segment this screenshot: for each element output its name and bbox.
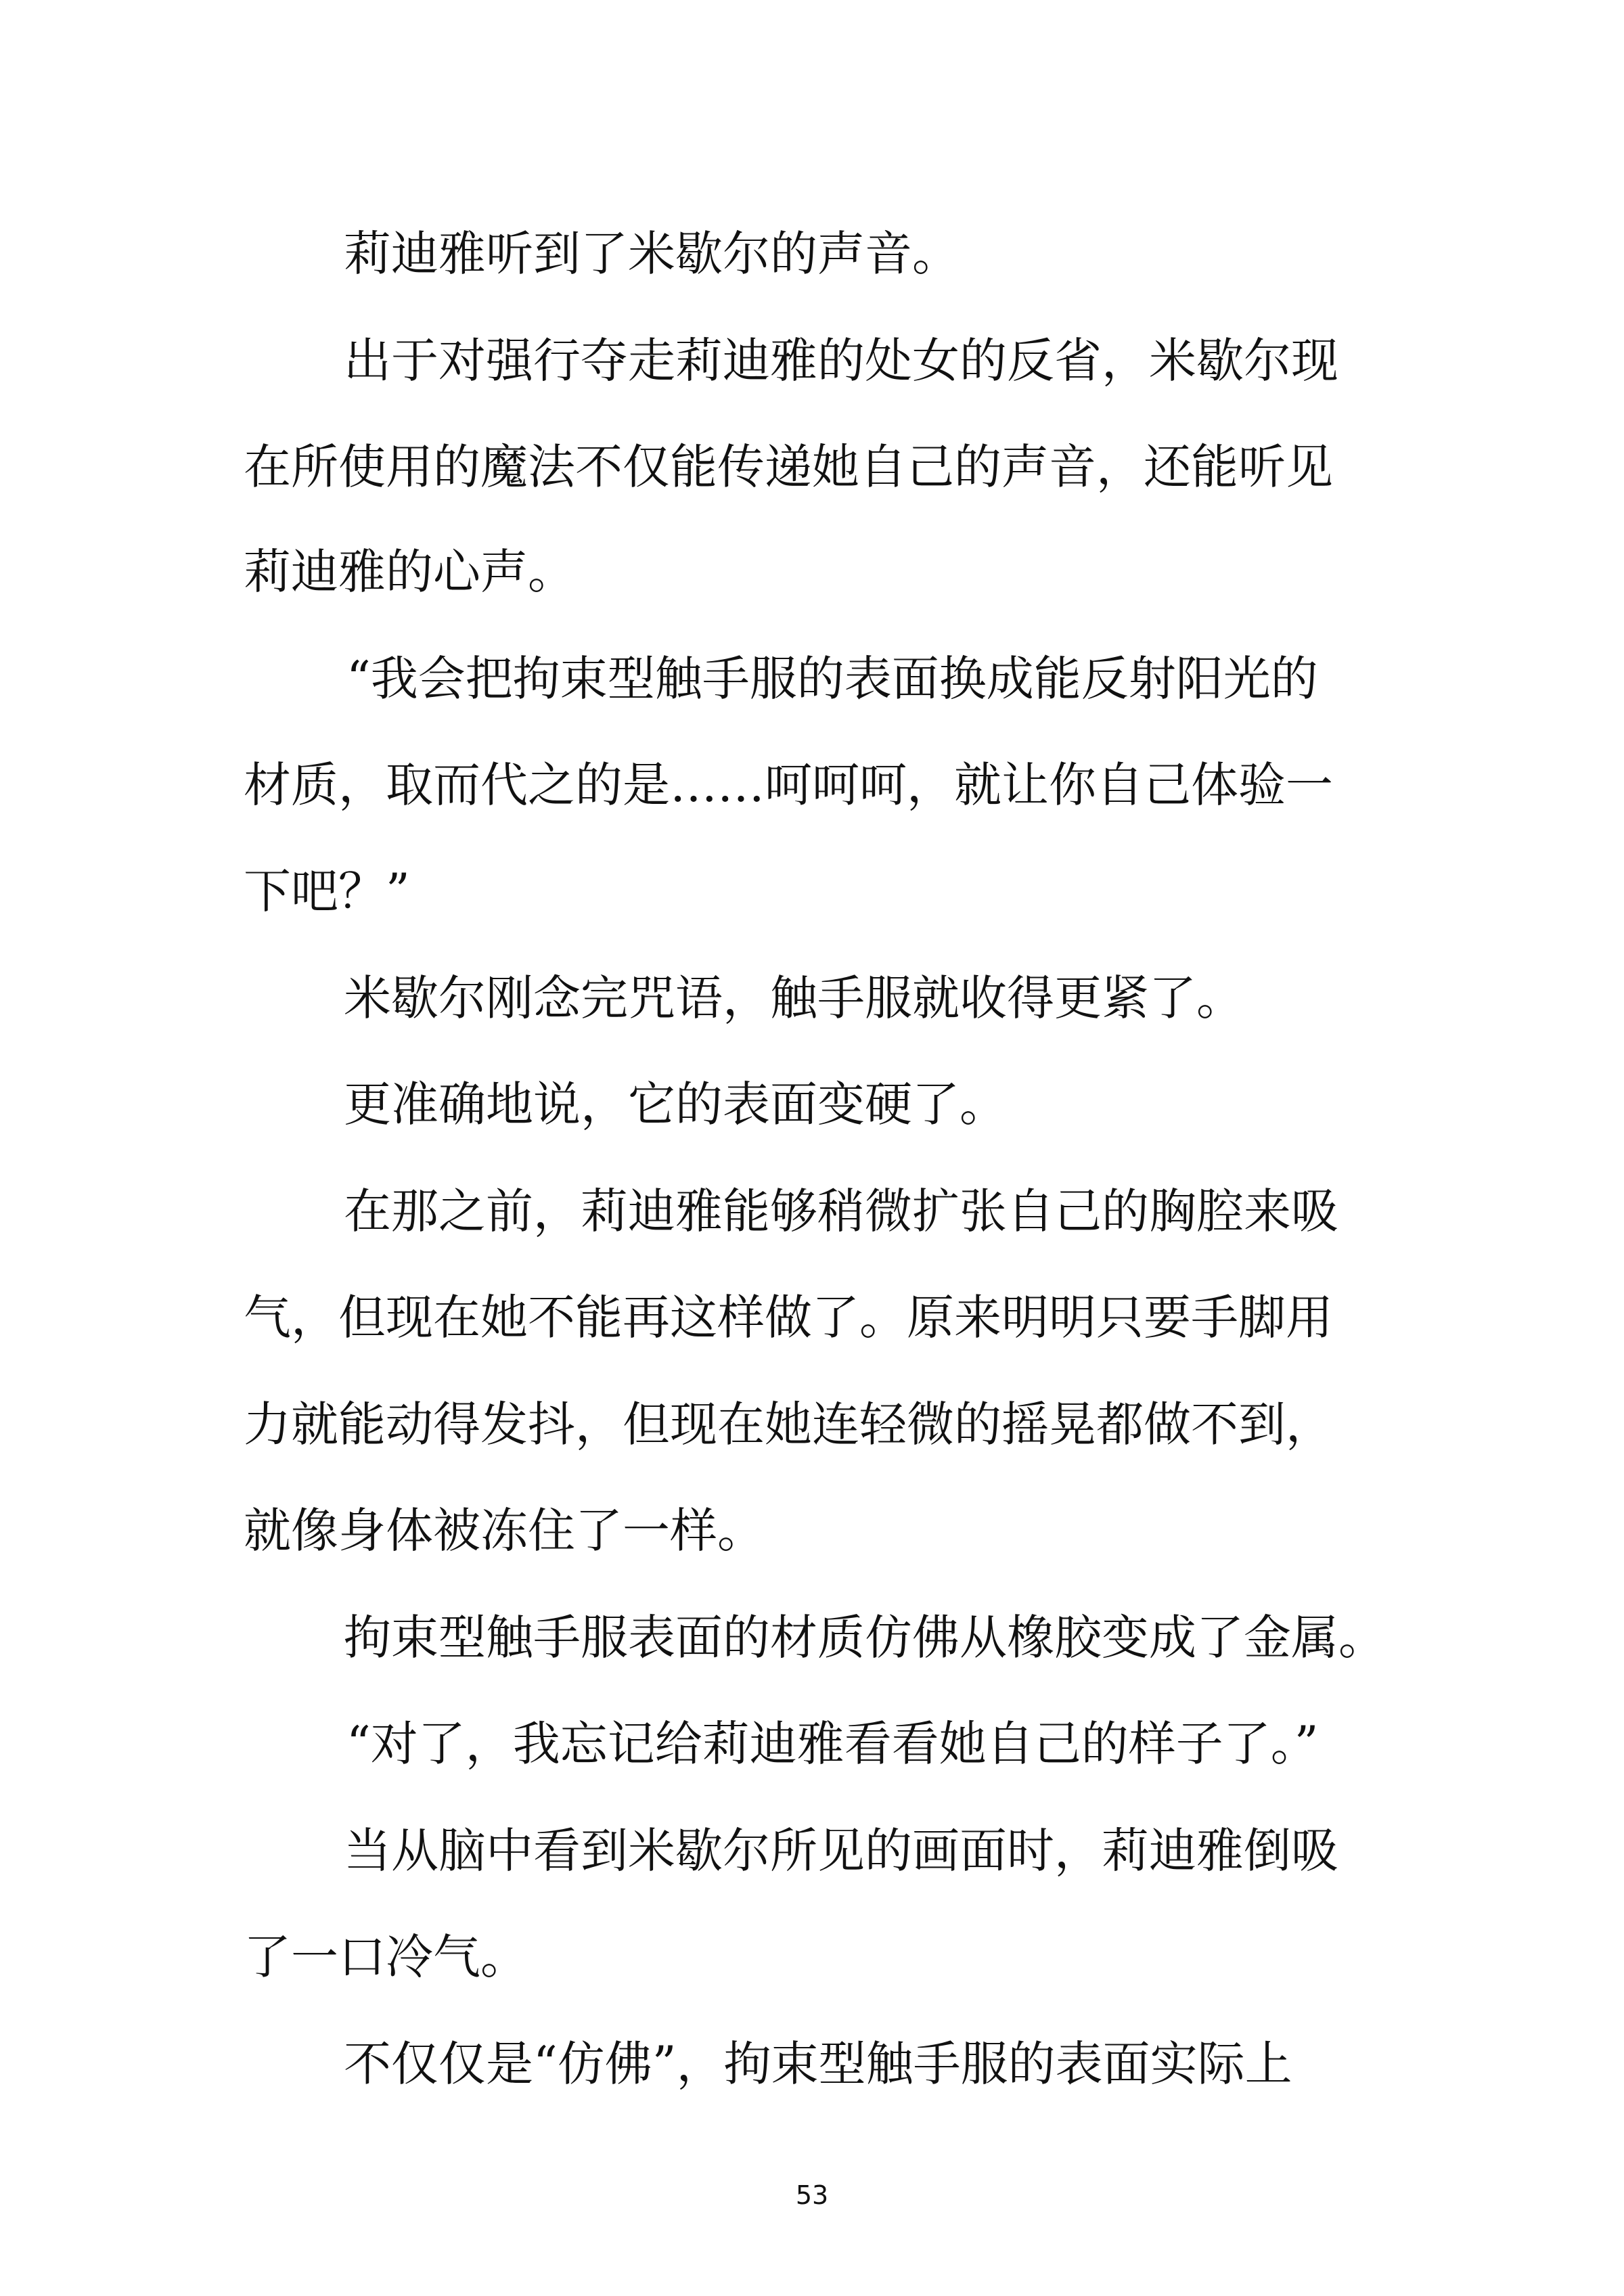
text-line: 就像身体被冻住了一样。: [244, 1503, 765, 1558]
text-line: 材质，取而代之的是……呵呵呵，就让你自己体验一: [244, 757, 1333, 813]
text-line: “我会把拘束型触手服的表面换成能反射阳光的: [346, 651, 1318, 706]
text-line: 米歇尔刚念完咒语，触手服就收得更紧了。: [344, 970, 1244, 1026]
text-line: 当从脑中看到米歇尔所见的画面时，莉迪雅倒吸: [344, 1823, 1338, 1878]
text-line: 气，但现在她不能再这样做了。原来明明只要手脚用: [244, 1290, 1333, 1345]
text-line: 下吧？”: [244, 863, 410, 919]
text-line: 不仅仅是“仿佛”，拘束型触手服的表面实际上: [344, 2036, 1292, 2092]
text-line: 出于对强行夺走莉迪雅的处女的反省，米歇尔现: [344, 333, 1338, 388]
text-line: 在所使用的魔法不仅能传递她自己的声音，还能听见: [244, 439, 1333, 495]
text-line: 在那之前，莉迪雅能够稍微扩张自己的胸腔来吸: [344, 1184, 1338, 1239]
text-line: 更准确地说，它的表面变硬了。: [344, 1077, 1007, 1132]
text-line: “对了，我忘记给莉迪雅看看她自己的样子了。”: [346, 1716, 1319, 1772]
text-line: 莉迪雅的心声。: [244, 544, 575, 600]
page-number: 53: [795, 2180, 829, 2210]
text-line: 拘束型触手服表面的材质仿佛从橡胶变成了金属。: [344, 1610, 1386, 1665]
text-line: 了一口冷气。: [244, 1929, 528, 1985]
text-line: 莉迪雅听到了米歇尔的声音。: [344, 226, 960, 282]
text-line: 力就能动得发抖，但现在她连轻微的摇晃都做不到，: [244, 1397, 1333, 1452]
